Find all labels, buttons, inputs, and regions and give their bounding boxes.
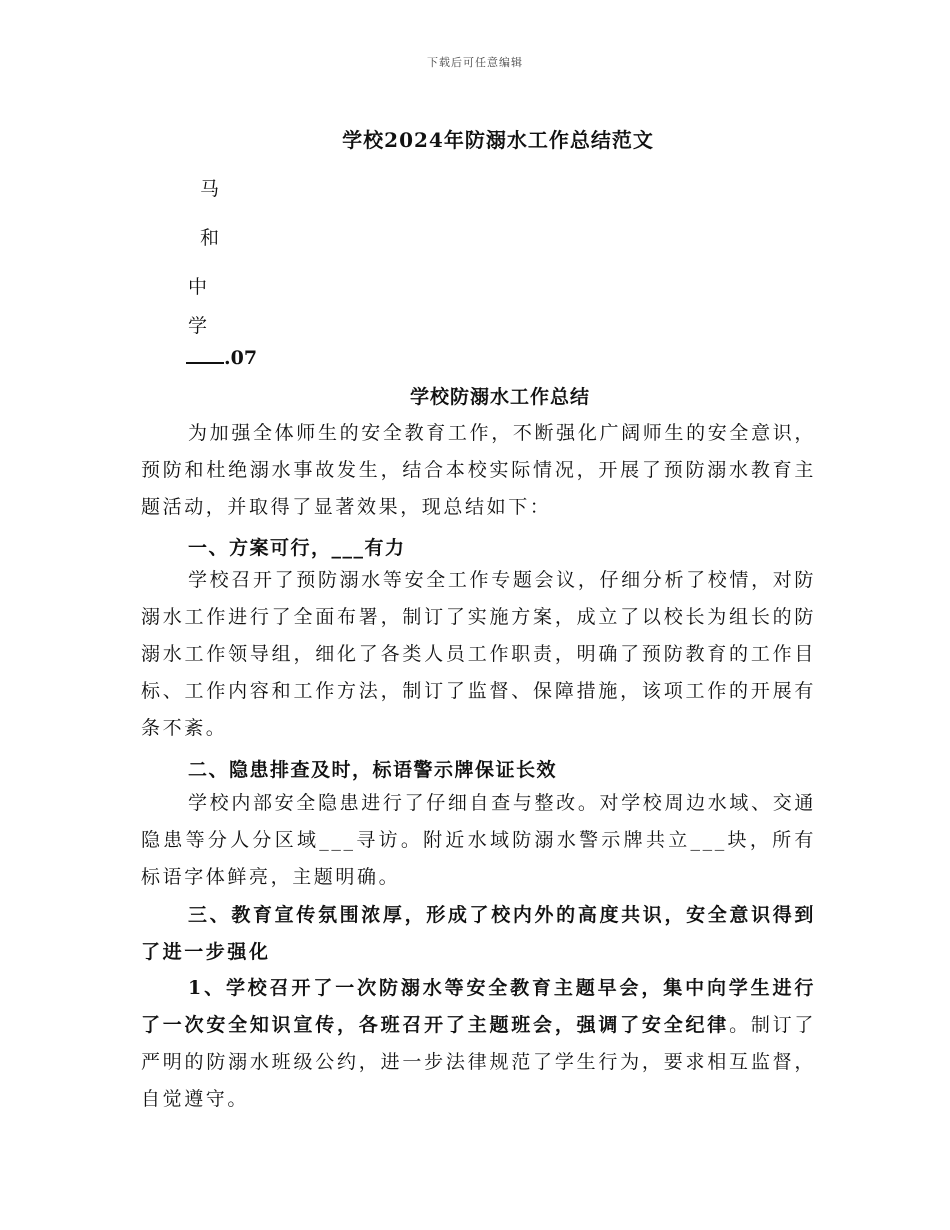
section1-heading-post: 有力 [364, 537, 406, 559]
section1-heading-pre: 一、方案可行， [188, 537, 332, 559]
section2-paragraph [141, 785, 816, 896]
section3-item1-paragraph [141, 970, 816, 1118]
date-blank [186, 346, 224, 364]
section2-text-1: 学校内部安全隐患进行了仔细自查与整改。对学校周边水域、交通隐患等分人分区域 [141, 792, 816, 851]
intro-paragraph: 为加强全体师生的安全教育工作，不断强化广阔师生的安全意识，预防和杜绝溺水事故发生，结合本校实际情况，开展了预防溺水教育主题活动，并取得了显著效果，现总结如下： [141, 422, 816, 518]
section2-text-2: 寻访。附近水域防溺水警示牌共立 [355, 829, 691, 851]
section1-paragraph: 学校召开了预防溺水等安全工作专题会议，仔细分析了校情，对防溺水工作进行了全面布署，制订了实施方案，成立了以校长为组长的防溺水工作领导组，细化了各类人员工作职责，明确了预防教育的工作目标、工作内容和工作方法，制订了监督、保障措施，该项工作的开展有条不紊。 [141, 569, 816, 739]
page-header-note: 下载后可任意编辑 [427, 56, 523, 69]
document-title: 学校2024年防溺水工作总结范文 [342, 128, 654, 152]
section1-heading [188, 533, 406, 560]
section1-heading-blank: ___ [331, 537, 365, 559]
author-char-1: 马 [200, 178, 220, 200]
document-subtitle: 学校防溺水工作总结 [409, 386, 590, 408]
author-char-4: 学 [188, 315, 208, 337]
author-char-3: 中 [188, 276, 208, 298]
author-char-2: 和 [200, 227, 220, 249]
section3-item1-bold: 1、学校召开了一次防溺水等安全教育主题早会，集中向学生进行了一次安全知识宣传，各班召开了主题班会，强调了安全纪律 [141, 977, 816, 1036]
section2-blank-1: ___ [319, 829, 356, 851]
section3-item1-rest: 。制订了严明的防溺水班级公约，进一步法律规范了学生行为，要求相互监督，自觉遵守。 [141, 1014, 817, 1110]
date-suffix: .07 [224, 347, 258, 369]
section2-text-3: 块，所有标语字体鲜亮，主题明确。 [141, 829, 816, 888]
section2-heading: 二、隐患排查及时，标语警示牌保证长效 [188, 759, 558, 781]
date-line [186, 346, 257, 369]
section2-blank-2: ___ [690, 829, 727, 851]
section3-heading: 三、教育宣传氛围浓厚，形成了校内外的高度共识，安全意识得到了进一步强化 [141, 904, 816, 963]
